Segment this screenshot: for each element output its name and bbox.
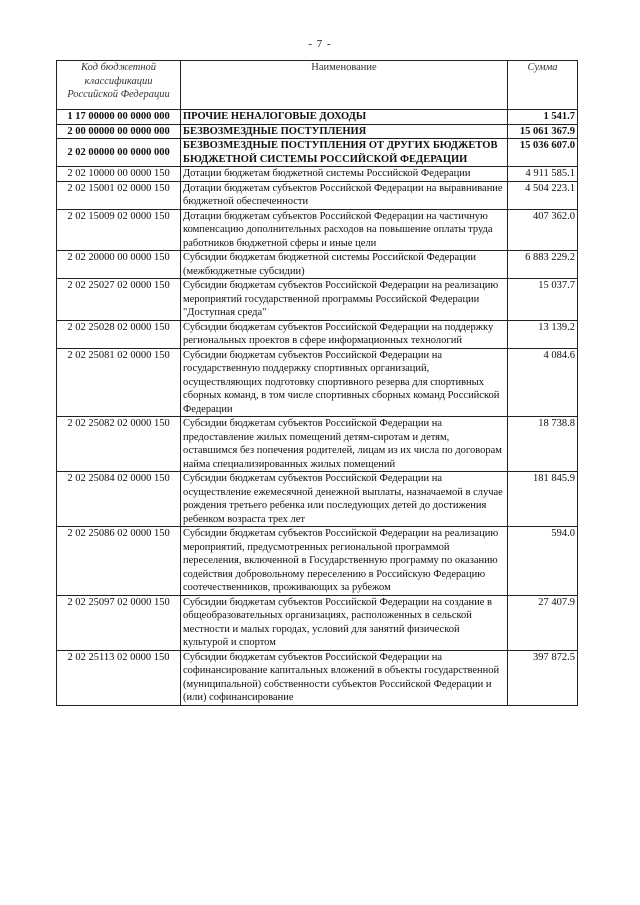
name-cell: Дотации бюджетам субъектов Российской Федерации на частичную компенсацию дополнительных расходов на повышение оплаты труда работников бюджетной сферы и иные цели <box>181 209 508 251</box>
code-cell: 1 17 00000 00 0000 000 <box>57 110 181 125</box>
name-cell: ПРОЧИЕ НЕНАЛОГОВЫЕ ДОХОДЫ <box>181 110 508 125</box>
sum-cell: 4 911 585.1 <box>508 167 578 182</box>
code-cell: 2 02 25097 02 0000 150 <box>57 595 181 650</box>
code-cell: 2 02 10000 00 0000 150 <box>57 167 181 182</box>
name-cell: Субсидии бюджетам субъектов Российской Федерации на софинансирование капитальных вложений в объекты государственной (муниципальной) собственности субъектов Российской Федерации и (или) софинансирование <box>181 650 508 705</box>
sum-cell: 1 541.7 <box>508 110 578 125</box>
code-cell: 2 02 25028 02 0000 150 <box>57 320 181 348</box>
table-row <box>57 279 578 321</box>
name-cell: Субсидии бюджетам субъектов Российской Федерации на поддержку региональных проектов в сфере информационных технологий <box>181 320 508 348</box>
header-code: Код бюджетной классификации Российской Федерации <box>57 61 181 110</box>
table-row <box>57 209 578 251</box>
sum-cell: 13 139.2 <box>508 320 578 348</box>
table-row <box>57 251 578 279</box>
table-row <box>57 110 578 125</box>
name-cell: Субсидии бюджетам субъектов Российской Федерации на реализацию мероприятий государственной программы Российской Федерации "Доступная среда" <box>181 279 508 321</box>
table-row <box>57 595 578 650</box>
sum-cell: 27 407.9 <box>508 595 578 650</box>
sum-cell: 15 036 607.0 <box>508 139 578 167</box>
sum-cell: 18 738.8 <box>508 417 578 472</box>
table-row <box>57 139 578 167</box>
table-body <box>57 110 578 706</box>
name-cell: Дотации бюджетам субъектов Российской Федерации на выравнивание бюджетной обеспеченности <box>181 181 508 209</box>
sum-cell: 15 061 367.9 <box>508 124 578 139</box>
name-cell: Субсидии бюджетам субъектов Российской Федерации на реализацию мероприятий, предусмотренных региональной программой переселения, включенной в Государственную программу по оказанию содействия добровольному переселению в Российскую Федерацию соотечественников, проживающих за рубежом <box>181 527 508 596</box>
sum-cell: 407 362.0 <box>508 209 578 251</box>
sum-cell: 4 504 223.1 <box>508 181 578 209</box>
name-cell: Субсидии бюджетам субъектов Российской Федерации на осуществление ежемесячной денежной выплаты, назначаемой в случае рождения третьего ребенка или последующих детей до достижения ребенком возраста трех лет <box>181 472 508 527</box>
table-row <box>57 417 578 472</box>
table-header-row <box>57 61 578 110</box>
header-sum: Сумма <box>508 61 578 110</box>
name-cell: БЕЗВОЗМЕЗДНЫЕ ПОСТУПЛЕНИЯ <box>181 124 508 139</box>
sum-cell: 15 037.7 <box>508 279 578 321</box>
table-row <box>57 527 578 596</box>
name-cell: БЕЗВОЗМЕЗДНЫЕ ПОСТУПЛЕНИЯ ОТ ДРУГИХ БЮДЖЕТОВ БЮДЖЕТНОЙ СИСТЕМЫ РОССИЙСКОЙ ФЕДЕРАЦИИ <box>181 139 508 167</box>
code-cell: 2 02 00000 00 0000 000 <box>57 139 181 167</box>
table-row <box>57 320 578 348</box>
code-cell: 2 02 25027 02 0000 150 <box>57 279 181 321</box>
name-cell: Субсидии бюджетам субъектов Российской Федерации на предоставление жилых помещений детям-сиротам и детям, оставшимся без попечения родителей, лицам из их числа по договорам найма специализированных жилых помещений <box>181 417 508 472</box>
table-row <box>57 472 578 527</box>
code-cell: 2 00 00000 00 0000 000 <box>57 124 181 139</box>
name-cell: Субсидии бюджетам бюджетной системы Российской Федерации (межбюджетные субсидии) <box>181 251 508 279</box>
table-row <box>57 124 578 139</box>
budget-revenue-table <box>56 60 578 706</box>
page-number: - 7 - <box>308 38 332 50</box>
code-cell: 2 02 25113 02 0000 150 <box>57 650 181 705</box>
code-cell: 2 02 25082 02 0000 150 <box>57 417 181 472</box>
code-cell: 2 02 25086 02 0000 150 <box>57 527 181 596</box>
table-row <box>57 650 578 705</box>
code-cell: 2 02 15001 02 0000 150 <box>57 181 181 209</box>
name-cell: Субсидии бюджетам субъектов Российской Федерации на государственную поддержку спортивных организаций, осуществляющих подготовку спортивного резерва для спортивных сборных команд, в том числе спортивных сборных команд Российской Федерации <box>181 348 508 417</box>
sum-cell: 6 883 229.2 <box>508 251 578 279</box>
sum-cell: 181 845.9 <box>508 472 578 527</box>
header-name: Наименование <box>181 61 508 110</box>
name-cell: Субсидии бюджетам субъектов Российской Федерации на создание в общеобразовательных организациях, расположенных в сельской местности и малых городах, условий для занятий физической культурой и спортом <box>181 595 508 650</box>
name-cell: Дотации бюджетам бюджетной системы Российской Федерации <box>181 167 508 182</box>
sum-cell: 397 872.5 <box>508 650 578 705</box>
table-row <box>57 167 578 182</box>
code-cell: 2 02 20000 00 0000 150 <box>57 251 181 279</box>
sum-cell: 4 084.6 <box>508 348 578 417</box>
code-cell: 2 02 15009 02 0000 150 <box>57 209 181 251</box>
table-row <box>57 181 578 209</box>
table-row <box>57 348 578 417</box>
sum-cell: 594.0 <box>508 527 578 596</box>
code-cell: 2 02 25081 02 0000 150 <box>57 348 181 417</box>
code-cell: 2 02 25084 02 0000 150 <box>57 472 181 527</box>
